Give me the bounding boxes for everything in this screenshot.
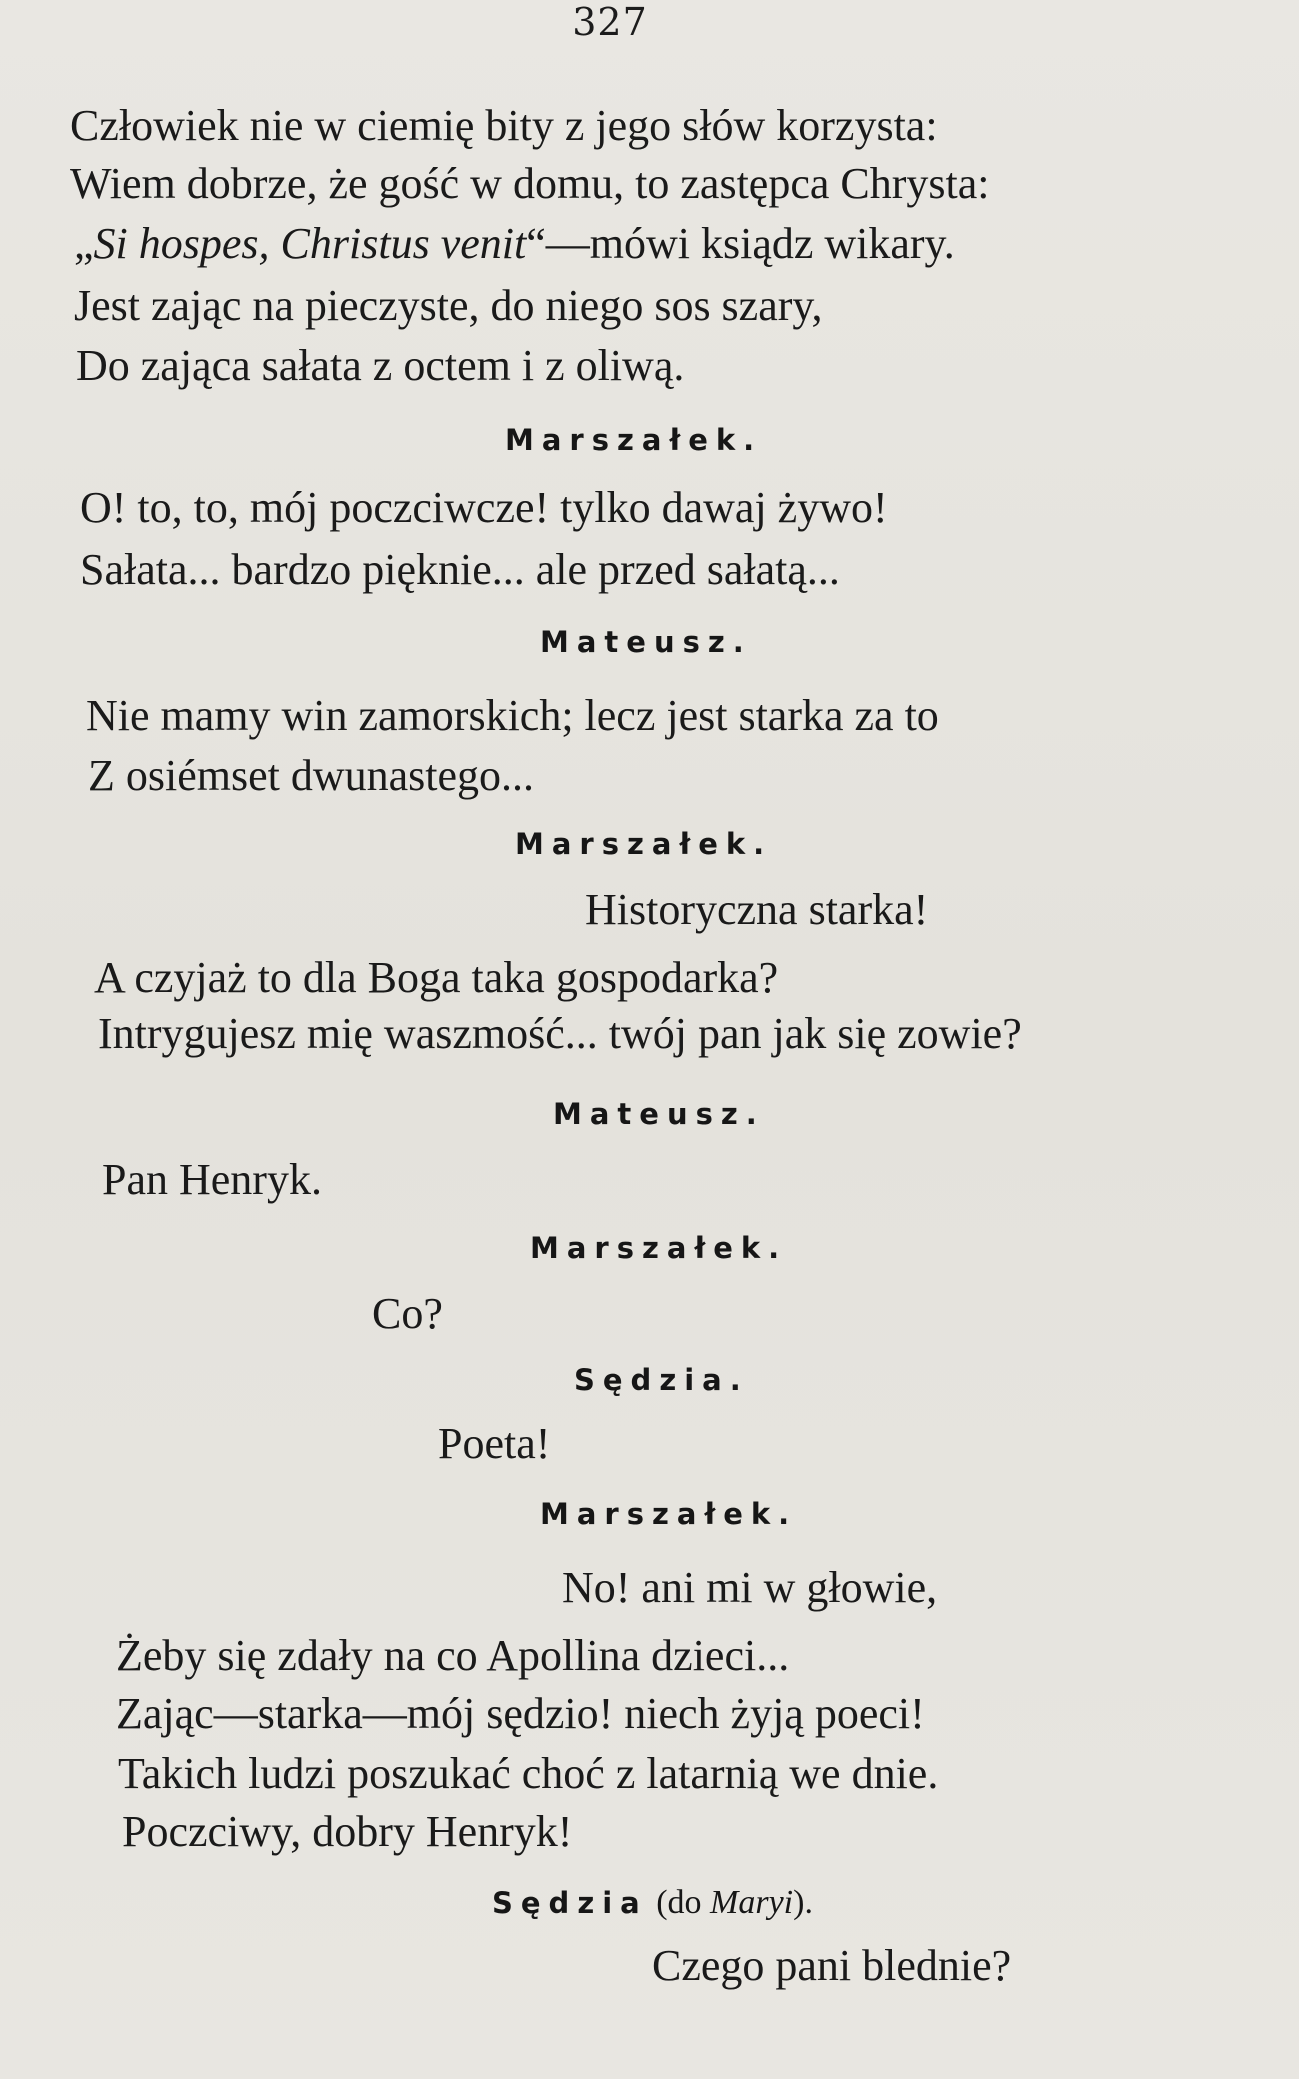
speaker-name: Mateusz. bbox=[540, 625, 752, 659]
speaker-name: Marszałek. bbox=[540, 1497, 798, 1531]
verse-line: Poeta! bbox=[438, 1419, 551, 1468]
speaker-name: Marszałek. bbox=[505, 423, 763, 457]
speaker-name: Sędzia. bbox=[574, 1363, 749, 1397]
speaker-with-direction bbox=[492, 1886, 813, 1920]
verse-line: Nie mamy win zamorskich; lecz jest starka za to bbox=[86, 691, 939, 740]
speaker-name: Marszałek. bbox=[515, 827, 773, 861]
opening-quote: „ bbox=[74, 219, 94, 268]
verse-line: A czyjaż to dla Boga taka gospodarka? bbox=[94, 953, 779, 1002]
verse-line: No! ani mi w głowie, bbox=[562, 1563, 938, 1612]
verse-line: Intrygujesz mię waszmość... twój pan jak się zowie? bbox=[98, 1009, 1022, 1058]
verse-line: O! to, to, mój poczciwcze! tylko dawaj żywo! bbox=[80, 483, 888, 532]
latin-quote: Si hospes, Christus venit bbox=[93, 219, 527, 268]
verse-line: Poczciwy, dobry Henryk! bbox=[122, 1807, 573, 1856]
verse-line: Co? bbox=[372, 1289, 443, 1338]
verse-line bbox=[74, 219, 955, 268]
verse-line: Wiem dobrze, że gość w domu, to zastępca Chrysta: bbox=[70, 159, 990, 208]
verse-line: Takich ludzi poszukać choć z latarnią we dnie. bbox=[118, 1749, 939, 1798]
verse-line: Pan Henryk. bbox=[102, 1155, 322, 1204]
verse-line: Do zająca sałata z octem i z oliwą. bbox=[76, 341, 685, 390]
verse-line-rest: “—mówi ksiądz wikary. bbox=[526, 219, 955, 268]
stage-direction: (do Maryi). bbox=[647, 1884, 813, 1921]
verse-line: Człowiek nie w ciemię bity z jego słów korzysta: bbox=[70, 101, 938, 150]
verse-line: Jest zając na pieczyste, do niego sos szary, bbox=[74, 281, 823, 330]
page-number: 327 bbox=[572, 0, 648, 44]
verse-line: Czego pani blednie? bbox=[652, 1941, 1012, 1990]
verse-line: Sałata... bardzo pięknie... ale przed sałatą... bbox=[80, 545, 840, 594]
verse-line: Historyczna starka! bbox=[585, 885, 929, 934]
speaker-name: Mateusz. bbox=[553, 1097, 765, 1131]
speaker-name: Sędzia bbox=[492, 1886, 648, 1920]
verse-line: Zając—starka—mój sędzio! niech żyją poeci! bbox=[116, 1689, 925, 1738]
speaker-name: Marszałek. bbox=[530, 1231, 788, 1265]
verse-line: Z osiémset dwunastego... bbox=[88, 751, 535, 800]
stage-direction-addressee: Maryi bbox=[710, 1884, 794, 1921]
verse-line: Żeby się zdały na co Apollina dzieci... bbox=[116, 1631, 790, 1680]
